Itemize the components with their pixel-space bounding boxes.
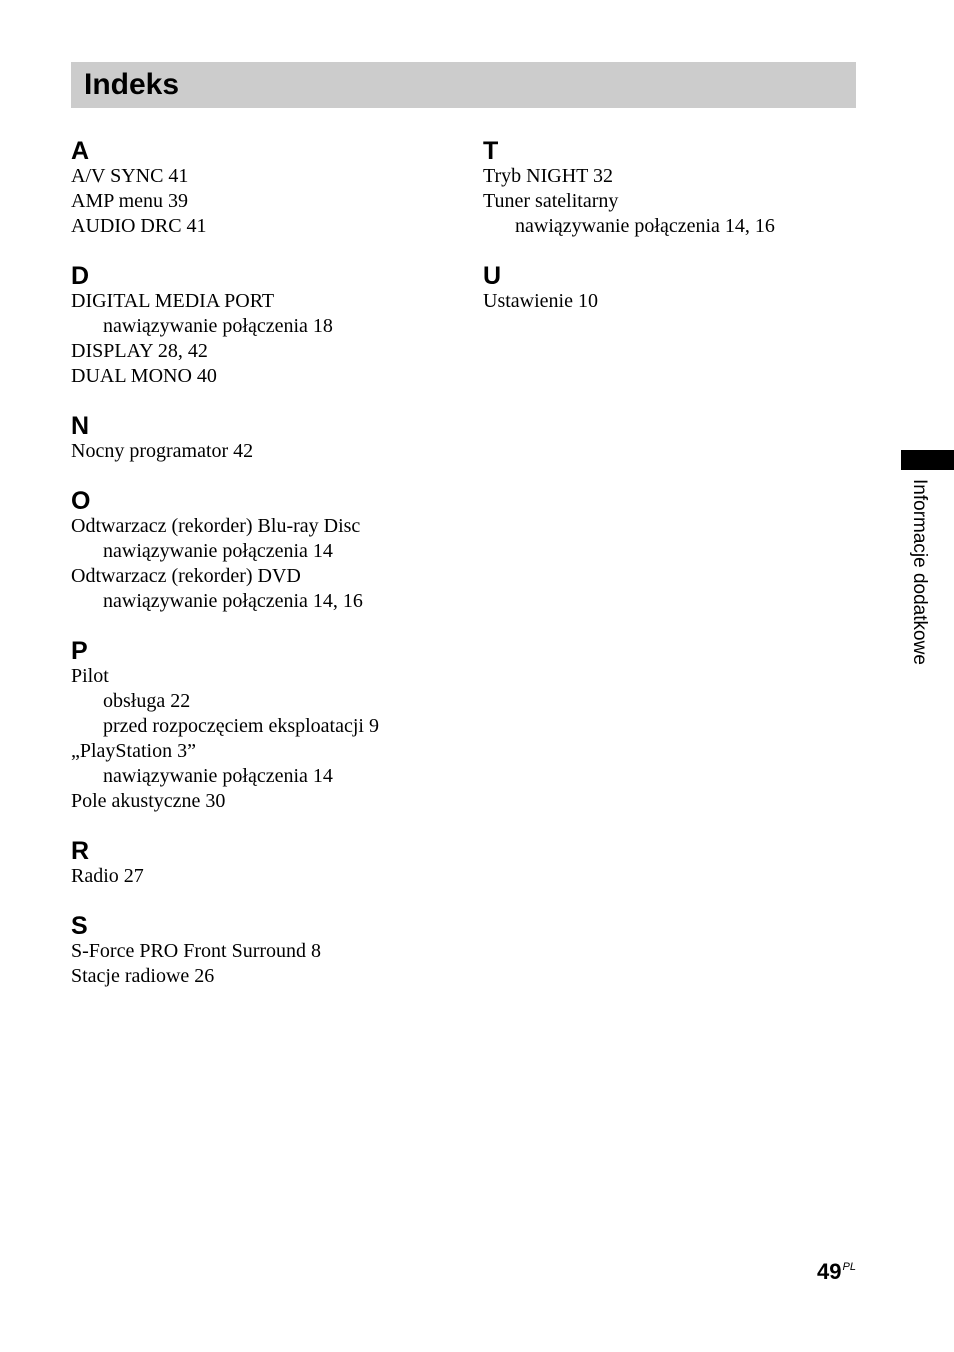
index-section-o [71, 486, 451, 614]
index-section-s [71, 911, 451, 989]
index-entry: AMP menu 39 [71, 190, 189, 212]
section-letter: N [71, 412, 90, 440]
index-entry: Pole akustyczne 30 [71, 790, 226, 812]
section-letter: U [483, 262, 502, 290]
title-bar [71, 62, 856, 108]
index-subentry: nawiązywanie połączenia 14 [103, 540, 333, 562]
index-subentry: nawiązywanie połączenia 14 [103, 765, 333, 787]
index-subentry: nawiązywanie połączenia 18 [103, 315, 333, 337]
section-letter: R [71, 837, 90, 865]
page-number-value: 49 [817, 1259, 842, 1284]
index-entry: Odtwarzacz (rekorder) Blu-ray Disc [71, 515, 361, 537]
index-subentry: przed rozpoczęciem eksploatacji 9 [103, 715, 379, 737]
index-subentry: obsługa 22 [103, 690, 191, 712]
side-tab-label: Informacje dodatkowe [909, 479, 930, 665]
index-entry: „PlayStation 3” [71, 740, 196, 762]
page-title: Indeks [84, 68, 180, 101]
index-entry: S-Force PRO Front Surround 8 [71, 940, 322, 962]
section-letter: A [71, 137, 90, 165]
index-column-left [71, 136, 451, 1011]
index-entry: Pilot [71, 665, 109, 687]
index-column-right [483, 136, 863, 336]
index-entry: Stacje radiowe 26 [71, 965, 215, 987]
index-subentry: nawiązywanie połączenia 14, 16 [103, 590, 363, 612]
index-subentry: nawiązywanie połączenia 14, 16 [515, 215, 775, 237]
section-letter: O [71, 487, 91, 515]
index-entry: DISPLAY 28, 42 [71, 340, 208, 362]
index-entry: DIGITAL MEDIA PORT [71, 290, 275, 312]
index-section-t [483, 136, 863, 239]
index-entry: Odtwarzacz (rekorder) DVD [71, 565, 301, 587]
page-number-suffix: PL [842, 1261, 856, 1273]
index-section-n [71, 411, 451, 464]
index-section-a [71, 136, 451, 239]
index-entry: Nocny programator 42 [71, 440, 254, 462]
index-entry: A/V SYNC 41 [71, 165, 189, 187]
index-section-u [483, 261, 863, 314]
index-entry: Tuner satelitarny [483, 190, 619, 212]
index-entry: DUAL MONO 40 [71, 365, 217, 387]
index-entry: AUDIO DRC 41 [71, 215, 207, 237]
page-number [817, 1259, 856, 1285]
section-letter: D [71, 262, 90, 290]
index-entry: Radio 27 [71, 865, 144, 887]
index-entry: Ustawienie 10 [483, 290, 598, 312]
index-section-p [71, 636, 451, 814]
index-section-r [71, 836, 451, 889]
index-section-d [71, 261, 451, 389]
section-letter: S [71, 912, 88, 940]
section-tab-marker [901, 450, 954, 470]
index-entry: Tryb NIGHT 32 [483, 165, 614, 187]
section-letter: P [71, 637, 88, 665]
section-letter: T [483, 137, 499, 165]
